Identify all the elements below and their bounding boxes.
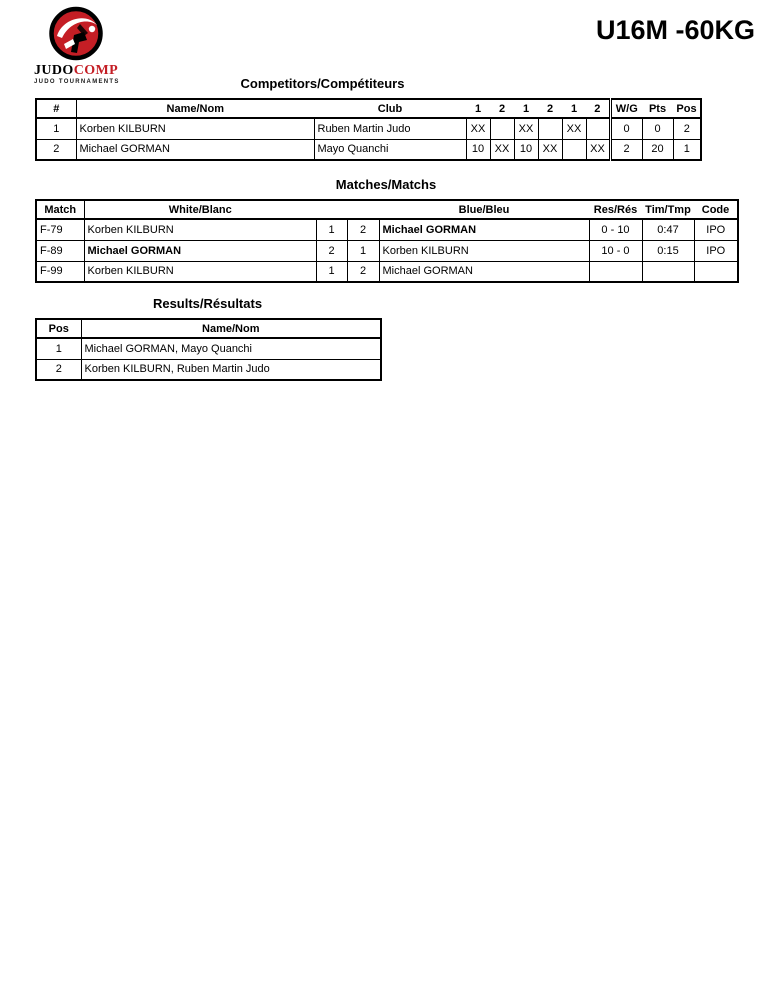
match-id: F-79: [36, 219, 84, 240]
white-competitor-name: Korben KILBURN: [84, 261, 316, 282]
competitors-header-row: [36, 99, 701, 118]
matches-section: [35, 177, 739, 283]
competitor-wins: 2: [610, 139, 642, 160]
score-cell: XX: [538, 139, 562, 160]
result-name: Korben KILBURN, Ruben Martin Judo: [81, 359, 381, 380]
white-competitor-number: 2: [316, 240, 347, 261]
match-result: 10 - 0: [589, 240, 642, 261]
match-id: F-99: [36, 261, 84, 282]
col-header-time: Tim/Tmp: [642, 200, 694, 219]
match-row: [36, 240, 738, 261]
result-position: 2: [36, 359, 81, 380]
score-cell: 10: [514, 139, 538, 160]
white-competitor-number: 1: [316, 261, 347, 282]
col-header-round: 2: [490, 99, 514, 118]
competitor-number: 1: [36, 118, 76, 139]
col-header-wins: W/G: [610, 99, 642, 118]
competitors-section: [35, 76, 702, 161]
logo-wordmark-comp: COMP: [73, 63, 119, 78]
blue-competitor-name: Michael GORMAN: [379, 261, 589, 282]
match-result: [589, 261, 642, 282]
match-result: 0 - 10: [589, 219, 642, 240]
matches-header-row: [36, 200, 738, 219]
col-header-code: Code: [694, 200, 738, 219]
judo-throw-emblem-icon: [44, 6, 108, 63]
results-table: [35, 318, 382, 381]
result-position: 1: [36, 338, 81, 359]
col-header-round: 2: [586, 99, 610, 118]
competitor-club: Ruben Martin Judo: [314, 118, 466, 139]
logo-tagline: JUDO TOURNAMENTS: [34, 79, 120, 85]
competitor-row: [36, 139, 701, 160]
match-code: [694, 261, 738, 282]
competitor-row: [36, 118, 701, 139]
white-competitor-number: 1: [316, 219, 347, 240]
judocomp-logo: [34, 6, 118, 85]
competitors-heading: Competitors/Compétiteurs: [240, 76, 405, 91]
results-section: [35, 296, 382, 381]
col-header-blue: Blue/Bleu: [379, 200, 589, 219]
white-competitor-name: Korben KILBURN: [84, 219, 316, 240]
score-cell: [562, 139, 586, 160]
competitor-points: 20: [642, 139, 673, 160]
col-header-round: 2: [538, 99, 562, 118]
blue-competitor-name: Michael GORMAN: [379, 219, 589, 240]
col-header-club: Club: [314, 99, 466, 118]
match-time: 0:15: [642, 240, 694, 261]
score-cell: XX: [490, 139, 514, 160]
score-cell: 10: [466, 139, 490, 160]
col-header-name: Name/Nom: [76, 99, 314, 118]
col-header-white: White/Blanc: [84, 200, 316, 219]
score-cell: XX: [514, 118, 538, 139]
score-cell: [586, 118, 610, 139]
competitor-position: 2: [673, 118, 701, 139]
page-title: U16M -60KG: [595, 15, 755, 45]
col-header-result: Res/Rés: [589, 200, 642, 219]
blue-competitor-number: 2: [347, 261, 379, 282]
match-row: [36, 261, 738, 282]
competitor-number: 2: [36, 139, 76, 160]
match-time: 0:47: [642, 219, 694, 240]
matches-table: [35, 199, 739, 283]
competitors-table: [35, 98, 702, 161]
col-header-position: Pos: [36, 319, 81, 338]
match-code: IPO: [694, 240, 738, 261]
results-header-row: [36, 319, 381, 338]
blue-competitor-name: Korben KILBURN: [379, 240, 589, 261]
score-cell: [538, 118, 562, 139]
score-cell: XX: [562, 118, 586, 139]
score-cell: XX: [466, 118, 490, 139]
competitor-position: 1: [673, 139, 701, 160]
col-header-position: Pos: [673, 99, 701, 118]
match-time: [642, 261, 694, 282]
header-spacer: [316, 200, 379, 219]
competitor-points: 0: [642, 118, 673, 139]
competitor-name: Michael GORMAN: [76, 139, 314, 160]
match-id: F-89: [36, 240, 84, 261]
match-code: IPO: [694, 219, 738, 240]
blue-competitor-number: 2: [347, 219, 379, 240]
col-header-round: 1: [514, 99, 538, 118]
col-header-match: Match: [36, 200, 84, 219]
results-heading: Results/Résultats: [152, 296, 263, 311]
logo-wordmark-judo: JUDO: [34, 63, 74, 78]
score-cell: [490, 118, 514, 139]
result-row: [36, 359, 381, 380]
col-header-name: Name/Nom: [81, 319, 381, 338]
competitor-club: Mayo Quanchi: [314, 139, 466, 160]
result-row: [36, 338, 381, 359]
matches-heading: Matches/Matchs: [335, 177, 437, 192]
col-header-round: 1: [562, 99, 586, 118]
col-header-points: Pts: [642, 99, 673, 118]
blue-competitor-number: 1: [347, 240, 379, 261]
col-header-number: #: [36, 99, 76, 118]
white-competitor-name: Michael GORMAN: [84, 240, 316, 261]
competitor-wins: 0: [610, 118, 642, 139]
competitor-name: Korben KILBURN: [76, 118, 314, 139]
score-cell: XX: [586, 139, 610, 160]
result-name: Michael GORMAN, Mayo Quanchi: [81, 338, 381, 359]
col-header-round: 1: [466, 99, 490, 118]
match-row: [36, 219, 738, 240]
